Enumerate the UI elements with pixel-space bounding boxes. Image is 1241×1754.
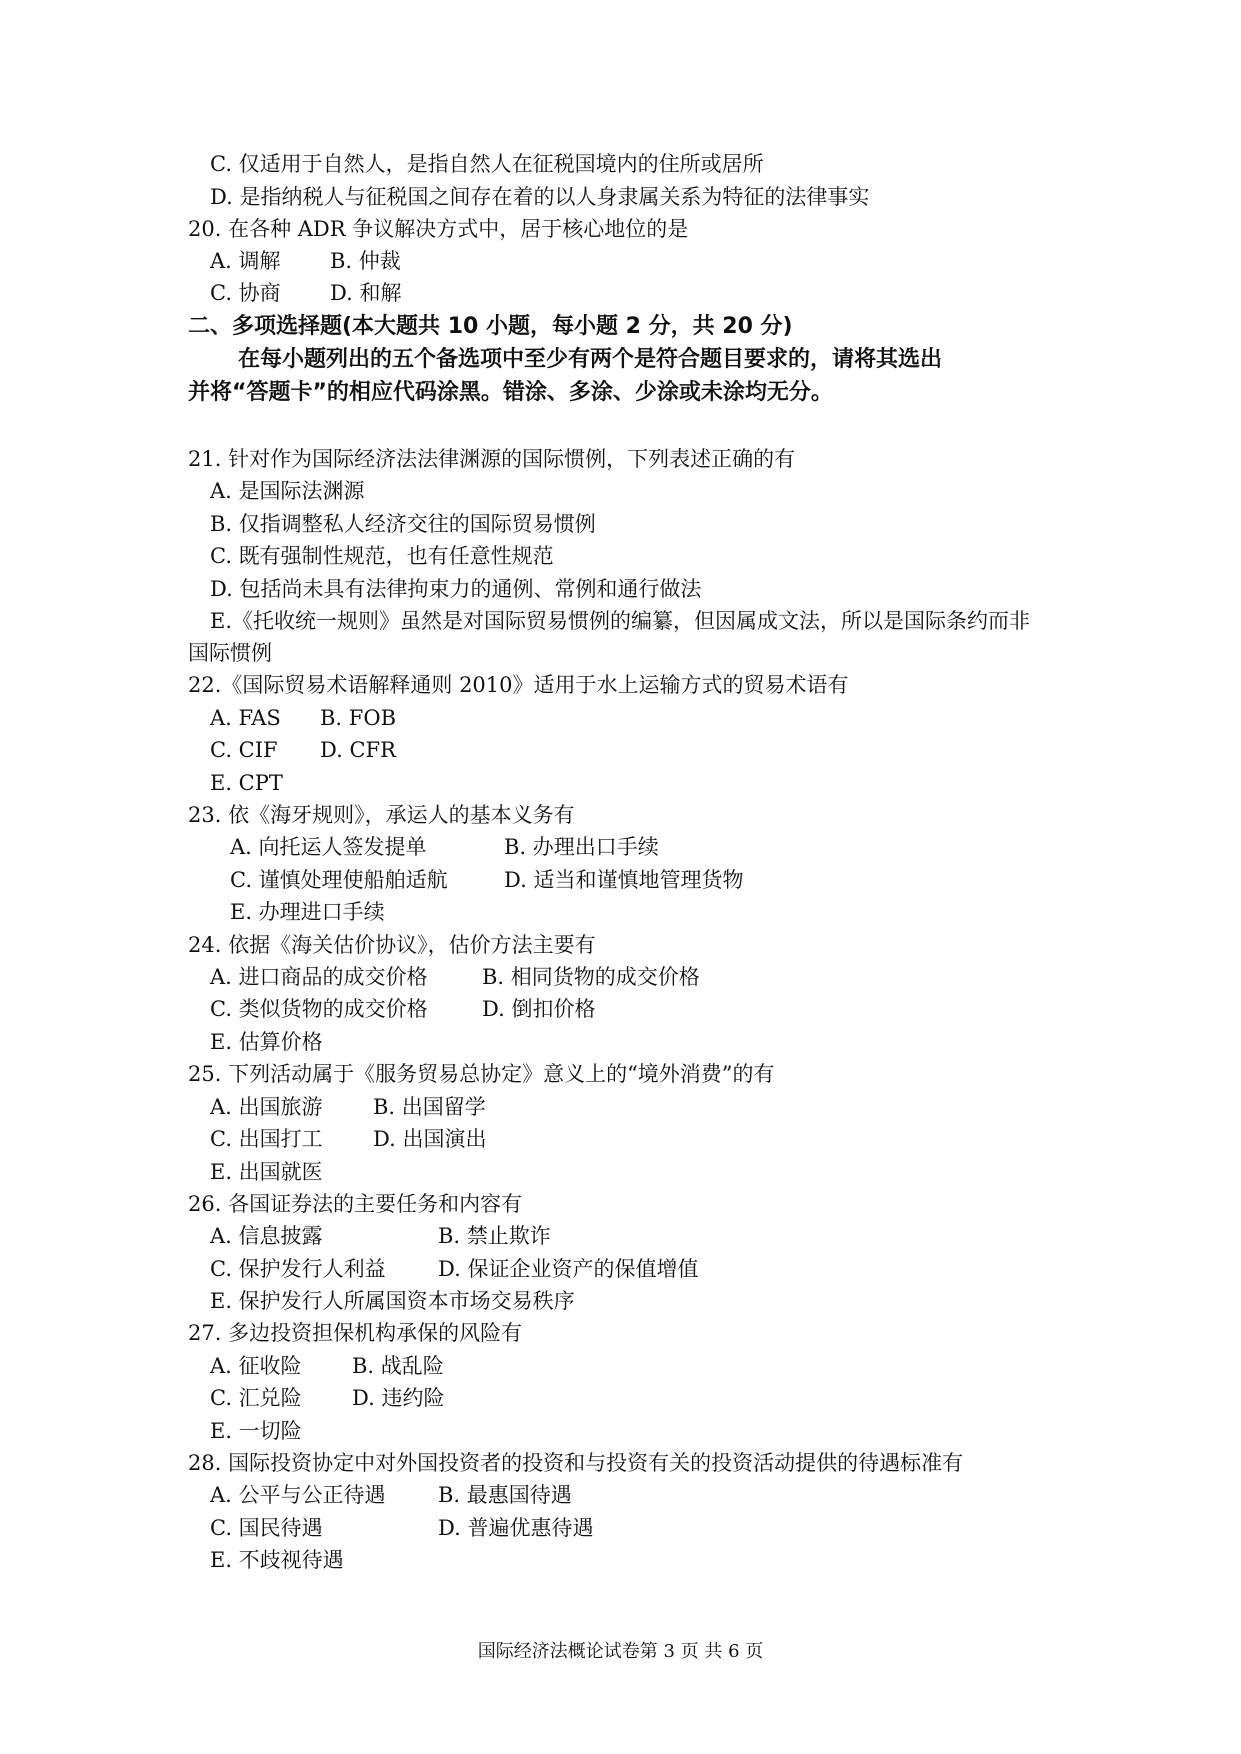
q26-option-a: A. 信息披露 xyxy=(210,1224,323,1248)
q21-option-a: A. 是国际法渊源 xyxy=(210,479,365,503)
q26-stem: 26. 各国证券法的主要任务和内容有 xyxy=(188,1192,523,1216)
q19-option-d: D. 是指纳税人与征税国之间存在着的以人身隶属关系为特征的法律事实 xyxy=(210,185,870,209)
q23-option-b: B. 办理出口手续 xyxy=(504,835,659,859)
q25-option-b: B. 出国留学 xyxy=(373,1095,486,1119)
q23-option-c: C. 谨慎处理使船舶适航 xyxy=(230,868,448,892)
q24-option-e: E. 估算价格 xyxy=(210,1030,323,1054)
q21-option-b: B. 仅指调整私人经济交往的国际贸易惯例 xyxy=(210,512,596,536)
q28-option-b: B. 最惠国待遇 xyxy=(438,1483,572,1507)
q27-option-c: C. 汇兑险 xyxy=(210,1386,302,1410)
q24-options-row2 xyxy=(210,997,595,1021)
q22-stem: 22.《国际贸易术语解释通则 2010》适用于水上运输方式的贸易术语有 xyxy=(188,673,849,697)
q25-options-row1 xyxy=(210,1095,486,1119)
q20-option-d: D. 和解 xyxy=(330,281,402,305)
q27-option-b: B. 战乱险 xyxy=(352,1354,444,1378)
q23-option-d: D. 适当和谨慎地管理货物 xyxy=(504,868,744,892)
q20-options-row2 xyxy=(210,281,401,305)
q22-option-e: E. CPT xyxy=(210,771,283,795)
q27-option-e: E. 一切险 xyxy=(210,1419,302,1443)
q20-option-c: C. 协商 xyxy=(210,281,281,305)
q24-options-row1 xyxy=(210,965,700,989)
q25-stem: 25. 下列活动属于《服务贸易总协定》意义上的“境外消费”的有 xyxy=(188,1062,775,1086)
q28-option-c: C. 国民待遇 xyxy=(210,1516,323,1540)
q22-options-row1 xyxy=(210,706,396,730)
q21-option-e-line2: 国际惯例 xyxy=(188,641,272,665)
q24-option-c: C. 类似货物的成交价格 xyxy=(210,997,428,1021)
q25-option-a: A. 出国旅游 xyxy=(210,1095,323,1119)
q28-option-a: A. 公平与公正待遇 xyxy=(210,1483,386,1507)
q27-option-a: A. 征收险 xyxy=(210,1354,302,1378)
q21-option-c: C. 既有强制性规范，也有任意性规范 xyxy=(210,544,554,568)
q22-option-c: C. CIF xyxy=(210,738,278,762)
q26-option-e: E. 保护发行人所属国资本市场交易秩序 xyxy=(210,1289,575,1313)
section2-instruction-line2: 并将“答题卡”的相应代码涂黑。错涂、多涂、少涂或未涂均无分。 xyxy=(188,380,833,405)
q27-options-row1 xyxy=(210,1354,444,1378)
q23-option-e: E. 办理进口手续 xyxy=(230,900,385,924)
q23-options-row2 xyxy=(230,868,743,892)
q26-options-row1 xyxy=(210,1224,551,1248)
q22-option-b: B. FOB xyxy=(320,706,397,730)
q19-option-c: C. 仅适用于自然人，是指自然人在征税国境内的住所或居所 xyxy=(210,152,764,176)
section2-title: 二、多项选择题(本大题共 10 小题，每小题 2 分，共 20 分) xyxy=(188,314,793,339)
q23-stem: 23. 依《海牙规则》，承运人的基本义务有 xyxy=(188,803,575,827)
q22-option-d: D. CFR xyxy=(320,738,396,762)
q26-options-row2 xyxy=(210,1257,698,1281)
q24-option-a: A. 进口商品的成交价格 xyxy=(210,965,428,989)
q27-stem: 27. 多边投资担保机构承保的风险有 xyxy=(188,1321,523,1345)
q25-options-row2 xyxy=(210,1127,486,1151)
q20-option-a: A. 调解 xyxy=(210,249,281,273)
q23-options-row1 xyxy=(230,835,659,859)
q20-stem: 20. 在各种 ADR 争议解决方式中，居于核心地位的是 xyxy=(188,217,689,241)
q22-option-a: A. FAS xyxy=(210,706,281,730)
q27-options-row2 xyxy=(210,1386,444,1410)
q24-stem: 24. 依据《海关估价协议》，估价方法主要有 xyxy=(188,933,596,957)
q26-option-b: B. 禁止欺诈 xyxy=(438,1224,551,1248)
q24-option-b: B. 相同货物的成交价格 xyxy=(482,965,700,989)
q23-option-a: A. 向托运人签发提单 xyxy=(230,835,427,859)
q20-options-row1 xyxy=(210,249,401,273)
q24-option-d: D. 倒扣价格 xyxy=(482,997,596,1021)
q28-options-row1 xyxy=(210,1483,572,1507)
q27-option-d: D. 违约险 xyxy=(352,1386,445,1410)
q26-option-c: C. 保护发行人利益 xyxy=(210,1257,386,1281)
q21-stem: 21. 针对作为国际经济法法律渊源的国际惯例，下列表述正确的有 xyxy=(188,447,796,471)
page-footer: 国际经济法概论试卷第 3 页 共 6 页 xyxy=(477,1641,764,1662)
q25-option-e: E. 出国就医 xyxy=(210,1160,323,1184)
q21-option-e-line1: E.《托收统一规则》虽然是对国际贸易惯例的编纂，但因属成文法，所以是国际条约而非 xyxy=(210,609,1031,633)
q28-options-row2 xyxy=(210,1516,593,1540)
q20-option-b: B. 仲裁 xyxy=(330,249,401,273)
q28-option-e: E. 不歧视待遇 xyxy=(210,1548,344,1572)
q28-stem: 28. 国际投资协定中对外国投资者的投资和与投资有关的投资活动提供的待遇标准有 xyxy=(188,1451,964,1475)
q21-option-d: D. 包括尚未具有法律拘束力的通例、常例和通行做法 xyxy=(210,577,702,601)
q22-options-row2 xyxy=(210,738,396,762)
section2-instruction-line1: 在每小题列出的五个备选项中至少有两个是符合题目要求的，请将其选出 xyxy=(238,347,943,372)
q26-option-d: D. 保证企业资产的保值增值 xyxy=(438,1257,699,1281)
q28-option-d: D. 普遍优惠待遇 xyxy=(438,1516,594,1540)
q25-option-c: C. 出国打工 xyxy=(210,1127,323,1151)
q25-option-d: D. 出国演出 xyxy=(373,1127,487,1151)
